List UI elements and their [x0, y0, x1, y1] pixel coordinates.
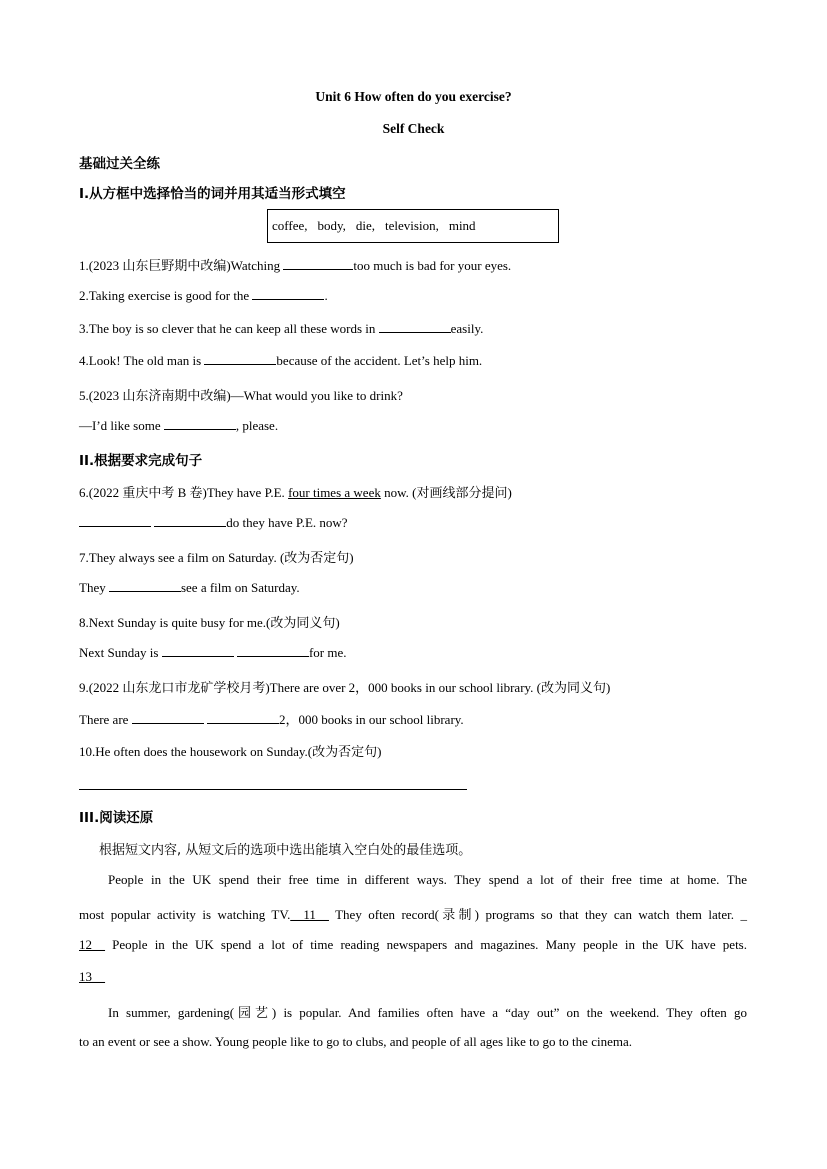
question-text: There are	[79, 712, 132, 727]
question-text: 2.Taking exercise is good for the	[79, 288, 253, 303]
page-subtitle: Self Check	[382, 121, 445, 136]
question-1	[79, 255, 511, 274]
answer-blank[interactable]	[283, 257, 353, 270]
question-5-answer	[79, 417, 278, 434]
question-9: 9.(2022 山东龙口市龙矿学校月考)There are over 2，000 books in our school library. (改为同义句)	[79, 680, 611, 695]
passage-text: They often record(录制) programs so that they can watch them later. _	[328, 907, 747, 922]
question-text: see a film on Saturday.	[180, 580, 300, 595]
question-text: 4.Look! The old man is	[79, 353, 205, 368]
question-text: because of the accident. Let’s help him.	[276, 353, 483, 368]
question-text: easily.	[450, 321, 484, 336]
question-8-answer	[79, 644, 347, 661]
question-5: 5.(2023 山东济南期中改编)—What would you like to drink?	[79, 388, 403, 403]
question-text: Next Sunday is	[79, 645, 162, 660]
question-6-answer	[79, 514, 348, 531]
unit-title: Unit 6 How often do you exercise?	[315, 89, 512, 104]
part1-heading: I.从方框中选择恰当的词并用其适当形式填空	[79, 186, 346, 202]
question-text: do they have P.E. now?	[226, 515, 348, 530]
question-8: 8.Next Sunday is quite busy for me.(改为同义句)	[79, 615, 340, 630]
question-text: now. (对画线部分提问)	[380, 485, 512, 500]
question-text: , please.	[235, 418, 279, 433]
passage-line: In summer, gardening(园艺) is popular. And families often have a “day out” on the weekend. They often go	[108, 1005, 747, 1020]
answer-blank[interactable]	[237, 644, 309, 657]
part2-heading: II.根据要求完成句子	[79, 453, 203, 469]
answer-line[interactable]	[79, 789, 467, 790]
part3-heading: III.阅读还原	[79, 810, 154, 826]
question-6	[79, 482, 512, 501]
question-text: 6.(2022 重庆中考 B 卷)They have P.E.	[79, 485, 289, 500]
answer-blank[interactable]	[79, 514, 151, 527]
question-text: .	[324, 288, 328, 303]
question-9-answer	[79, 709, 464, 728]
question-2	[79, 287, 328, 304]
question-text: They	[79, 580, 109, 595]
word-box	[267, 209, 559, 243]
question-text: for me.	[308, 645, 347, 660]
passage-line	[79, 937, 747, 953]
answer-blank[interactable]	[164, 417, 236, 430]
word-item: television,	[385, 218, 439, 233]
blank-12[interactable]: 12__	[79, 937, 105, 952]
answer-blank[interactable]	[207, 711, 279, 724]
passage-line: to an event or see a show. Young people like to go to clubs, and people of all ages like to go to the cinema.	[79, 1034, 632, 1049]
reading-instruction: 根据短文内容, 从短文后的选项中选出能填入空白处的最佳选项。	[99, 843, 472, 858]
answer-blank[interactable]	[162, 644, 234, 657]
answer-blank[interactable]	[132, 711, 204, 724]
word-item: mind	[448, 218, 476, 233]
question-text: 2，000 books in our school library.	[278, 712, 464, 727]
answer-blank[interactable]	[204, 352, 276, 365]
passage-line: People in the UK spend their free time in different ways. They spend a lot of their free time at home. The	[108, 872, 747, 887]
answer-blank[interactable]	[109, 579, 181, 592]
question-7-answer	[79, 579, 300, 596]
passage-line	[79, 904, 747, 923]
question-10: 10.He often does the housework on Sunday.(改为否定句)	[79, 744, 382, 759]
passage-line	[79, 969, 105, 985]
question-3	[79, 320, 483, 337]
underlined-phrase: four times a week	[288, 485, 381, 500]
word-item: coffee,	[272, 218, 308, 233]
question-text: 3.The boy is so clever that he can keep all these words in	[79, 321, 379, 336]
question-text: —I’d like some	[79, 418, 164, 433]
question-7: 7.They always see a film on Saturday. (改为否定句)	[79, 550, 354, 565]
passage-text: People in the UK spend a lot of time reading newspapers and magazines. Many people in the UK have pets.	[105, 937, 747, 952]
section-heading-basic: 基础过关全练	[79, 156, 160, 172]
answer-blank[interactable]	[379, 320, 451, 333]
blank-11[interactable]: __11__	[290, 907, 329, 922]
answer-blank[interactable]	[154, 514, 226, 527]
question-4	[79, 352, 482, 369]
word-item: body,	[317, 218, 346, 233]
blank-13[interactable]: 13__	[79, 969, 105, 984]
question-text: 1.(2023 山东巨野期中改编)Watching	[79, 258, 284, 273]
question-text: too much is bad for your eyes.	[353, 258, 512, 273]
answer-blank[interactable]	[252, 287, 324, 300]
passage-text: most popular activity is watching TV.	[79, 907, 291, 922]
word-item: die,	[355, 218, 376, 233]
